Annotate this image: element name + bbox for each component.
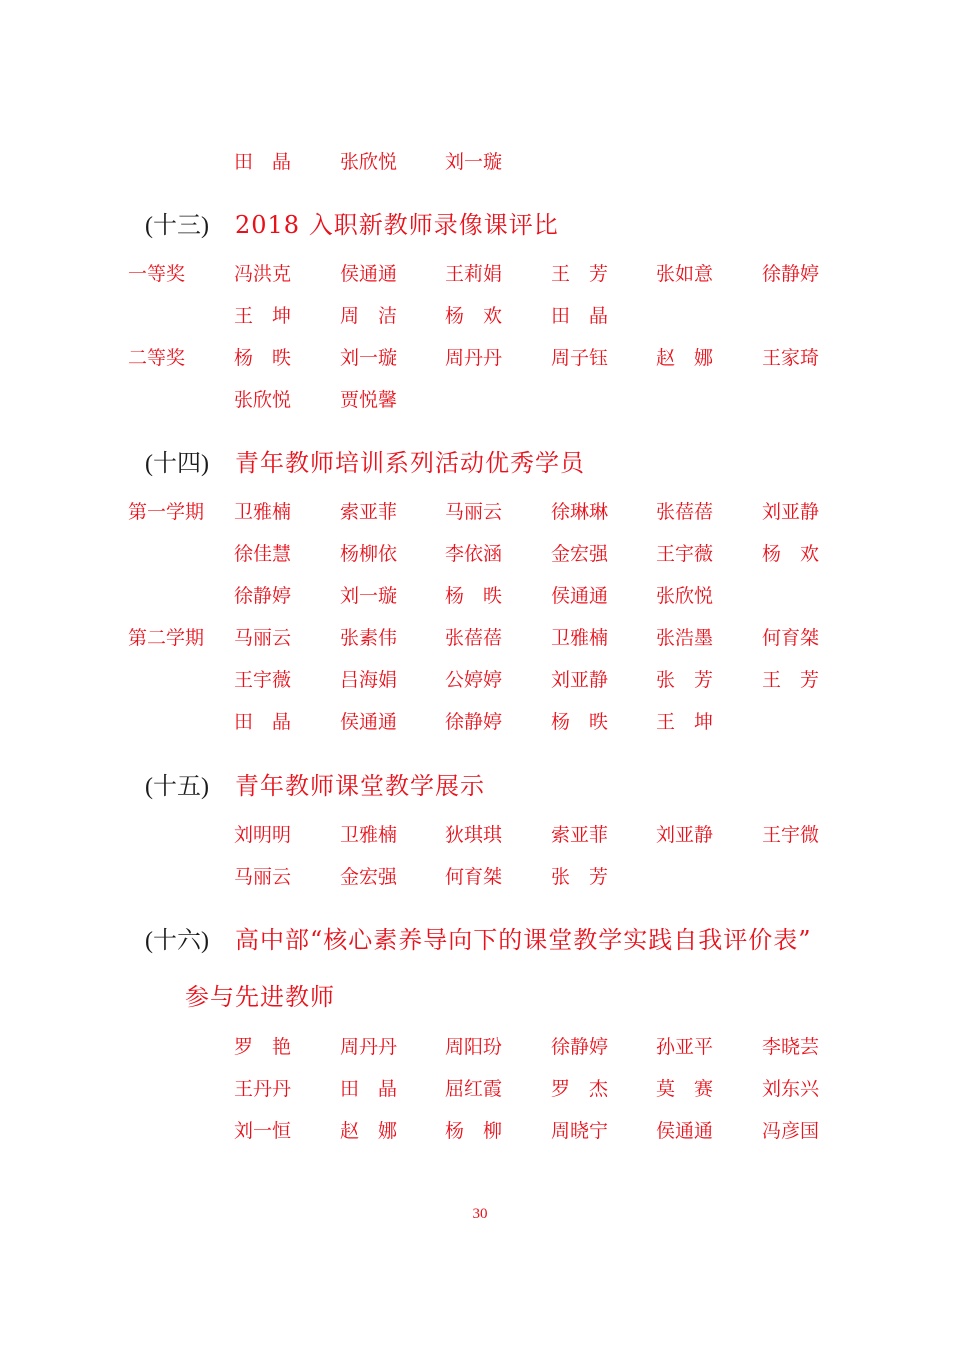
name: 杨 昳 xyxy=(445,585,503,607)
name-row xyxy=(0,1031,960,1063)
name: 侯通通 xyxy=(340,263,398,285)
name: 周丹丹 xyxy=(340,1036,398,1058)
name: 徐佳慧 xyxy=(234,543,292,565)
term-label: 第一学期 xyxy=(128,501,205,523)
name-row xyxy=(0,384,960,416)
name: 李晓芸 xyxy=(762,1036,820,1058)
section-heading xyxy=(145,766,485,806)
name: 卫雅楠 xyxy=(340,824,398,846)
name: 刘一璇 xyxy=(445,151,503,173)
name: 孙亚平 xyxy=(656,1036,714,1058)
name: 王 芳 xyxy=(551,263,609,285)
name: 杨柳依 xyxy=(340,543,398,565)
name: 周晓宁 xyxy=(551,1120,609,1142)
name-row xyxy=(0,1073,960,1105)
name: 田 晶 xyxy=(340,1078,398,1100)
name-row xyxy=(0,861,960,893)
name: 杨 欢 xyxy=(445,305,503,327)
section-heading xyxy=(145,920,812,960)
name: 王宇薇 xyxy=(234,669,292,691)
name: 刘一恒 xyxy=(234,1120,292,1142)
name: 侯通通 xyxy=(656,1120,714,1142)
name: 徐静婷 xyxy=(445,711,503,733)
name: 卫雅楠 xyxy=(234,501,292,523)
name: 金宏强 xyxy=(340,866,398,888)
name-row xyxy=(0,146,960,178)
name-row xyxy=(0,496,960,528)
award-label: 二等奖 xyxy=(128,347,186,369)
name: 王 坤 xyxy=(234,305,292,327)
name-row xyxy=(0,342,960,374)
name-row xyxy=(0,706,960,738)
name: 贾悦馨 xyxy=(340,389,398,411)
term-label: 第二学期 xyxy=(128,627,205,649)
name: 马丽云 xyxy=(445,501,503,523)
award-label: 一等奖 xyxy=(128,263,186,285)
name: 王莉娟 xyxy=(445,263,503,285)
name: 徐静婷 xyxy=(234,585,292,607)
name: 刘明明 xyxy=(234,824,292,846)
name: 罗 杰 xyxy=(551,1078,609,1100)
name: 马丽云 xyxy=(234,866,292,888)
name: 徐琳琳 xyxy=(551,501,609,523)
section-number: (十五) xyxy=(145,774,209,800)
section-number: (十六) xyxy=(145,928,209,954)
name: 赵 娜 xyxy=(340,1120,398,1142)
name: 张如意 xyxy=(656,263,714,285)
name: 张蓓蓓 xyxy=(656,501,714,523)
name: 张浩墨 xyxy=(656,627,714,649)
name-row xyxy=(0,538,960,570)
name: 刘一璇 xyxy=(340,585,398,607)
name: 马丽云 xyxy=(234,627,292,649)
name: 王宇薇 xyxy=(656,543,714,565)
name: 张素伟 xyxy=(340,627,398,649)
name: 王丹丹 xyxy=(234,1078,292,1100)
name: 周 洁 xyxy=(340,305,398,327)
name: 徐静婷 xyxy=(762,263,820,285)
name: 刘一璇 xyxy=(340,347,398,369)
section-number: (十四) xyxy=(145,451,209,477)
section-title: 青年教师培训系列活动优秀学员 xyxy=(235,449,585,477)
name: 张蓓蓓 xyxy=(445,627,503,649)
name: 冯洪克 xyxy=(234,263,292,285)
name: 何育桀 xyxy=(445,866,503,888)
name: 王家琦 xyxy=(762,347,820,369)
name: 金宏强 xyxy=(551,543,609,565)
name: 侯通通 xyxy=(551,585,609,607)
name: 徐静婷 xyxy=(551,1036,609,1058)
name: 周丹丹 xyxy=(445,347,503,369)
name: 田 晶 xyxy=(234,151,292,173)
name: 田 晶 xyxy=(551,305,609,327)
name: 张 芳 xyxy=(551,866,609,888)
page-number: 30 xyxy=(472,1206,488,1222)
name: 索亚菲 xyxy=(340,501,398,523)
name: 侯通通 xyxy=(340,711,398,733)
name-row xyxy=(0,622,960,654)
name: 莫 赛 xyxy=(656,1078,714,1100)
name: 王 芳 xyxy=(762,669,820,691)
name: 卫雅楠 xyxy=(551,627,609,649)
section-title: 2018 入职新教师录像课评比 xyxy=(235,211,559,239)
name: 杨 昳 xyxy=(551,711,609,733)
section-title: 青年教师课堂教学展示 xyxy=(235,772,485,800)
name-row xyxy=(0,300,960,332)
name: 吕海娟 xyxy=(340,669,398,691)
name: 张欣悦 xyxy=(656,585,714,607)
name-row xyxy=(0,258,960,290)
name: 张欣悦 xyxy=(234,389,292,411)
name-row xyxy=(0,664,960,696)
name: 刘亚静 xyxy=(551,669,609,691)
name-row xyxy=(0,580,960,612)
name: 杨 柳 xyxy=(445,1120,503,1142)
name: 张 芳 xyxy=(656,669,714,691)
name-row xyxy=(0,1115,960,1147)
name: 冯彦国 xyxy=(762,1120,820,1142)
name: 索亚菲 xyxy=(551,824,609,846)
name: 王宇微 xyxy=(762,824,820,846)
section-heading xyxy=(145,443,585,483)
name: 罗 艳 xyxy=(234,1036,292,1058)
name: 狄琪琪 xyxy=(445,824,503,846)
name: 屈红霞 xyxy=(445,1078,503,1100)
name: 公婷婷 xyxy=(445,669,503,691)
name: 刘亚静 xyxy=(656,824,714,846)
name: 何育桀 xyxy=(762,627,820,649)
name: 刘东兴 xyxy=(762,1078,820,1100)
name: 张欣悦 xyxy=(340,151,398,173)
name: 赵 娜 xyxy=(656,347,714,369)
name: 田 晶 xyxy=(234,711,292,733)
name: 杨 欢 xyxy=(762,543,820,565)
name: 刘亚静 xyxy=(762,501,820,523)
section-heading xyxy=(145,205,559,245)
name: 周阳玢 xyxy=(445,1036,503,1058)
section-title: 高中部“核心素养导向下的课堂教学实践自我评价表” xyxy=(235,926,812,954)
name: 王 坤 xyxy=(656,711,714,733)
section-number: (十三) xyxy=(145,213,209,239)
name-row xyxy=(0,819,960,851)
name: 李依涵 xyxy=(445,543,503,565)
name: 杨 昳 xyxy=(234,347,292,369)
section-subtitle: 参与先进教师 xyxy=(185,983,335,1011)
name: 周子钰 xyxy=(551,347,609,369)
